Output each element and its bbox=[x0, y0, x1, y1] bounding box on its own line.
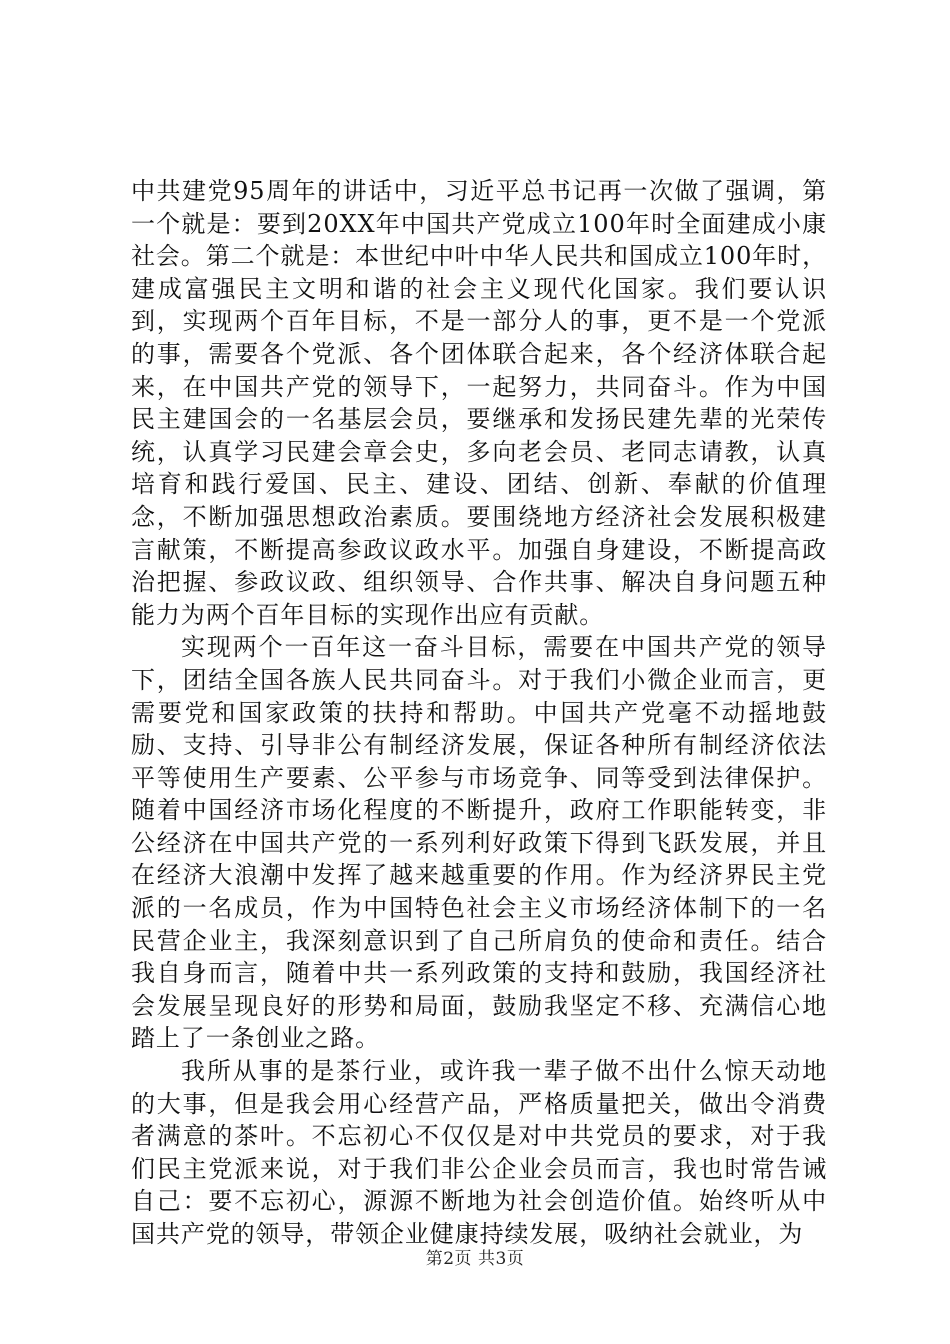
paragraph-1: 中共建党95周年的讲话中，习近平总书记再一次做了强调，第一个就是：要到20XX年中国共产党成立100年时全面建成小康社会。第二个就是：本世纪中叶中华人民共和国成立100年时，建成富强民主文明和谐的社会主义现代化国家。我们要认识到，实现两个百年目标，不是一部分人的事，更不是一个党派的事，需要各个党派、各个团体联合起来，各个经济体联合起来，在中国共产党的领导下，一起努力，共同奋斗。作为中国民主建国会的一名基层会员，要继承和发扬民建先辈的光荣传统，认真学习民建会章会史，多向老会员、老同志请教，认真培育和践行爱国、民主、建设、团结、创新、奉献的价值理念，不断加强思想政治素质。要围绕地方经济社会发展积极建言献策，不断提高参政议政水平。加强自身建设，不断提高政治把握、参政议政、组织领导、合作共事、解决自身问题五种能力为两个百年目标的实现作出应有贡献。 bbox=[131, 177, 827, 629]
page-number-footer: 第2页 共3页 bbox=[425, 1249, 525, 1269]
paragraph-3: 我所从事的是茶行业，或许我一辈子做不出什么惊天动地的大事，但是我会用心经营产品，严格质量把关，做出令消费者满意的茶叶。不忘初心不仅仅是对中共党员的要求，对于我们民主党派来说，对于我们非公企业会员而言，我也时常告诫自己：要不忘初心，源源不断地为社会创造价值。始终听从中国共产党的领导，带领企业健康持续发展，吸纳社会就业，为 bbox=[131, 1057, 827, 1248]
paragraph-2: 实现两个一百年这一奋斗目标，需要在中国共产党的领导下，团结全国各族人民共同奋斗。对于我们小微企业而言，更需要党和国家政策的扶持和帮助。中国共产党毫不动摇地鼓励、支持、引导非公有制经济发展，保证各种所有制经济依法平等使用生产要素、公平参与市场竞争、同等受到法律保护。随着中国经济市场化程度的不断提升，政府工作职能转变，非公经济在中国共产党的一系列利好政策下得到飞跃发展，并且在经济大浪潮中发挥了越来越重要的作用。作为经济界民主党派的一名成员，作为中国特色社会主义市场经济体制下的一名民营企业主，我深刻意识到了自己所肩负的使命和责任。结合我自身而言，随着中共一系列政策的支持和鼓励，我国经济社会发展呈现良好的形势和局面，鼓励我坚定不移、充满信心地踏上了一条创业之路。 bbox=[131, 633, 827, 1053]
document-body bbox=[131, 175, 827, 1251]
